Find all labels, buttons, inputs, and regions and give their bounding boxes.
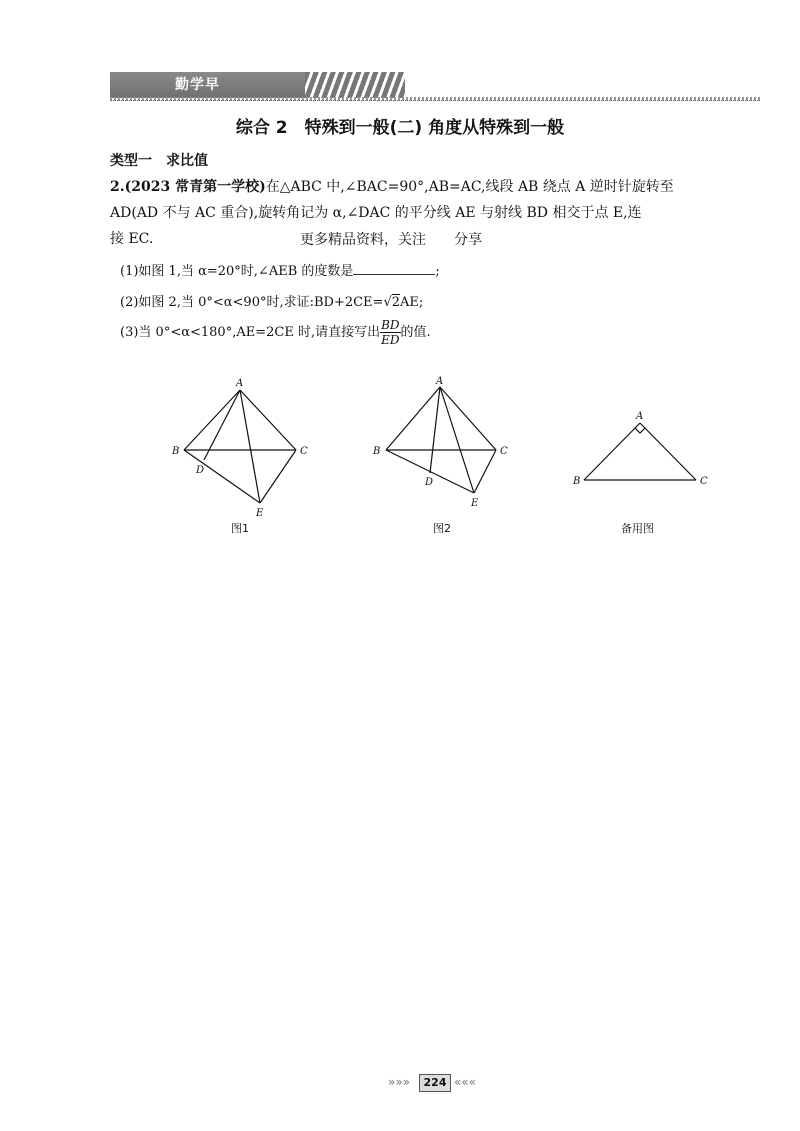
part-2 [120, 291, 423, 310]
fig3-right-angle-mark [635, 428, 645, 433]
figure-2-caption: 图2 [433, 522, 451, 535]
page-arrows-right: ««« [454, 1075, 477, 1089]
page-title: 综合 2 特殊到一般(二) 角度从特殊到一般 [235, 118, 565, 138]
problem-number: 2. [110, 179, 125, 195]
fig1-label-D: D [196, 465, 205, 476]
fig1-label-C: C [300, 446, 308, 457]
part-3 [120, 318, 431, 347]
fig3-AB [584, 423, 640, 480]
fig3-label-A: A [636, 411, 644, 422]
figure-3-caption: 备用图 [621, 522, 654, 535]
problem-line-3: 接 EC. [110, 231, 154, 247]
fig2-label-E: E [471, 498, 479, 509]
part-2-text: (2)如图 2,当 0°<α<90°时,求证:BD+2CE= [120, 295, 384, 310]
fig1-BE [184, 450, 260, 503]
fig2-label-D: D [425, 477, 434, 488]
section-heading: 类型一 求比值 [110, 153, 208, 169]
fig3-AC [640, 423, 696, 480]
part-3-text: (3)当 0°<α<180°,AE=2CE 时,请直接写出 [120, 325, 381, 340]
fig2-AB [386, 387, 440, 450]
fig2-AE [440, 387, 474, 493]
problem-text-1: 在△ABC 中,∠BAC=90°,AB=AC,线段 AB 绕点 A 逆时针旋转至 [265, 179, 674, 195]
header-stripes [305, 72, 405, 98]
figure-1 [170, 375, 320, 520]
fig2-label-A: A [436, 376, 444, 387]
page-number: 224 [419, 1074, 451, 1092]
fig2-AD [430, 387, 440, 473]
page-arrows-left: »»» [388, 1075, 411, 1089]
sqrt-symbol: √ [383, 295, 392, 310]
problem-line-1 [110, 177, 770, 197]
figure-3 [570, 405, 720, 495]
part-1-text: (1)如图 1,当 α=20°时,∠AEB 的度数是 [120, 264, 354, 279]
fig1-AE [240, 390, 260, 503]
fig2-CE [474, 450, 496, 493]
part-1 [120, 260, 440, 279]
problem-source: (2023 常青第一学校) [124, 179, 266, 195]
fig1-AC [240, 390, 296, 450]
fig1-label-B: B [172, 446, 180, 457]
fig1-AB [184, 390, 240, 450]
fraction-numerator: BD [381, 318, 400, 332]
answer-blank[interactable] [353, 262, 435, 275]
fig3-label-B: B [573, 476, 581, 487]
fig1-label-A: A [236, 378, 244, 389]
figure-1-caption: 图1 [231, 522, 249, 535]
fig1-CE [260, 450, 296, 503]
fig2-label-C: C [500, 446, 508, 457]
fraction [380, 318, 400, 347]
sqrt-radicand: 2 [391, 295, 401, 310]
header-label: 勤学早 [175, 77, 220, 93]
fig2-label-B: B [373, 446, 381, 457]
fig3-label-C: C [700, 476, 708, 487]
header-divider [110, 97, 760, 101]
part-2-end: AE; [400, 295, 424, 310]
fig2-AC [440, 387, 496, 450]
problem-line-2: AD(AD 不与 AC 重合),旋转角记为 α,∠DAC 的平分线 AE 与射线 BD 相交于点 E,连 [110, 205, 642, 221]
fraction-denominator: ED [381, 333, 400, 347]
figure-2 [370, 375, 520, 520]
promo-text: 更多精品资料，关注 分享 [300, 232, 482, 248]
part-3-end: 的值. [400, 325, 431, 340]
fig1-label-E: E [256, 508, 264, 519]
part-1-end: ; [435, 264, 440, 279]
